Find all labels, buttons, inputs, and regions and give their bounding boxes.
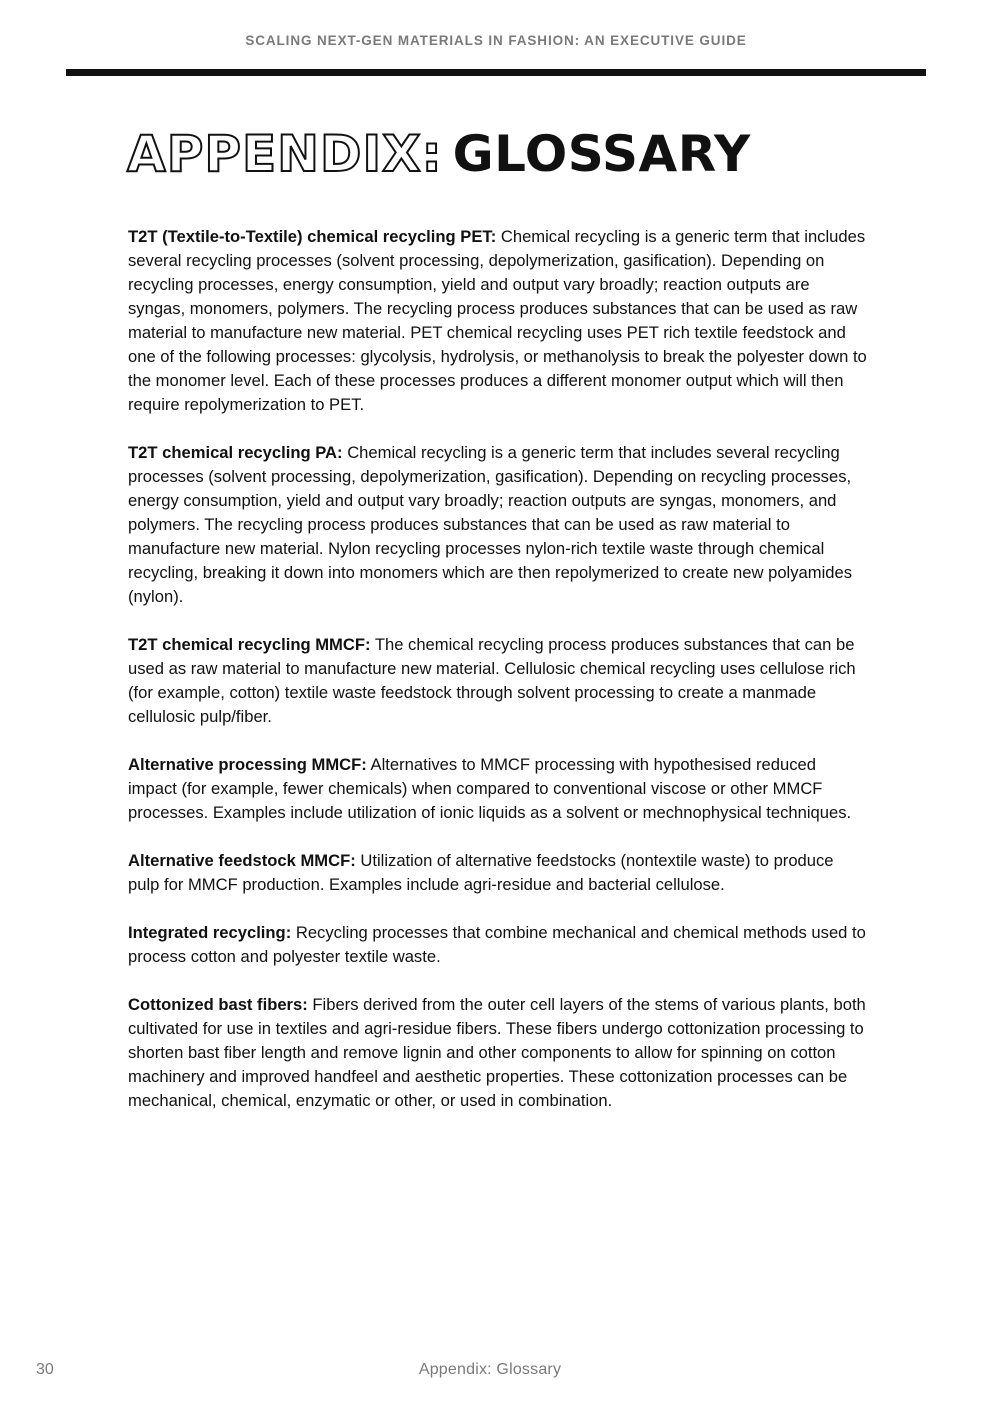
glossary-definition: Recycling processes that combine mechanical and chemical methods used to process cotton and polyester textile waste. [128, 923, 866, 966]
running-header: SCALING NEXT-GEN MATERIALS IN FASHION: AN EXECUTIVE GUIDE [245, 33, 747, 48]
glossary-term: Integrated recycling: [128, 923, 292, 942]
page-number: 30 [36, 1361, 54, 1378]
glossary-term: T2T chemical recycling PA: [128, 443, 343, 462]
glossary-term: T2T chemical recycling MMCF: [128, 635, 371, 654]
glossary-definition: The chemical recycling process produces substances that can be used as raw material to manufacture new material. Cellulosic chemical recycling uses cellulose rich (for example, cotton) textile waste feedstock through solvent processing to create a manmade cellulosic pulp/fiber. [128, 635, 856, 726]
glossary-list [128, 225, 868, 1137]
glossary-term: Cottonized bast fibers: [128, 995, 308, 1014]
glossary-definition: Utilization of alternative feedstocks (nontextile waste) to produce pulp for MMCF production. Examples include agri-residue and bacterial cellulose. [128, 851, 834, 894]
glossary-definition: Chemical recycling is a generic term that includes several recycling processes (solvent processing, depolymerization, gasification). Depending on recycling processes, energy consumption, yield and output vary broadly; reaction outputs are syngas, monomers, and polymers. The recycling process produces substances that can be used as raw material to manufacture new material. Nylon recycling processes nylon-rich textile waste through chemical recycling, breaking it down into monomers which are then repolymerized to create new polyamides (nylon). [128, 443, 853, 606]
glossary-definition: Alternatives to MMCF processing with hypothesised reduced impact (for example, fewer chemicals) when compared to conventional viscose or other MMCF processes. Examples include utilization of ionic liquids as a solvent or mechnophysical techniques. [128, 755, 852, 822]
glossary-definition: Fibers derived from the outer cell layers of the stems of various plants, both cultivated for use in textiles and agri-residue fibers. These fibers undergo cottonization processing to shorten bast fiber length and remove lignin and other components to allow for spinning on cotton machinery and improved handfeel and aesthetic properties. These cottonization processes can be mechanical, chemical, enzymatic or other, or used in combination. [128, 995, 866, 1110]
glossary-entry-t2t-pa [128, 441, 868, 609]
page-title-solid-part: GLOSSARY [452, 125, 751, 183]
glossary-entry-alt-feedstock-mmcf [128, 849, 868, 897]
glossary-entry-integrated-recycling [128, 921, 868, 969]
glossary-entry-cottonized-bast [128, 993, 868, 1113]
footer-section-name: Appendix: Glossary [418, 1361, 562, 1378]
glossary-term: Alternative processing MMCF: [128, 755, 367, 774]
glossary-definition: Chemical recycling is a generic term that includes several recycling processes (solvent processing, depolymerization, gasification). Depending on recycling processes, energy consumption, yield and output vary broadly; reaction outputs are syngas, monomers, polymers. The recycling process produces substances that can be used as raw material to manufacture new material. PET chemical recycling uses PET rich textile feedstock and one of the following processes: glycolysis, hydrolysis, or methanolysis to break the polyester down to the monomer level. Each of these processes produces a different monomer output which will then require repolymerization to PET. [128, 227, 867, 414]
glossary-term: Alternative feedstock MMCF: [128, 851, 356, 870]
page-title [127, 118, 751, 190]
glossary-term: T2T (Textile-to-Textile) chemical recycling PET: [128, 227, 497, 246]
page-title-outline-part: APPENDIX: [127, 125, 443, 183]
glossary-entry-alt-processing-mmcf [128, 753, 868, 825]
glossary-entry-t2t-mmcf [128, 633, 868, 729]
glossary-entry-t2t-pet [128, 225, 868, 417]
header-rule [66, 69, 926, 76]
